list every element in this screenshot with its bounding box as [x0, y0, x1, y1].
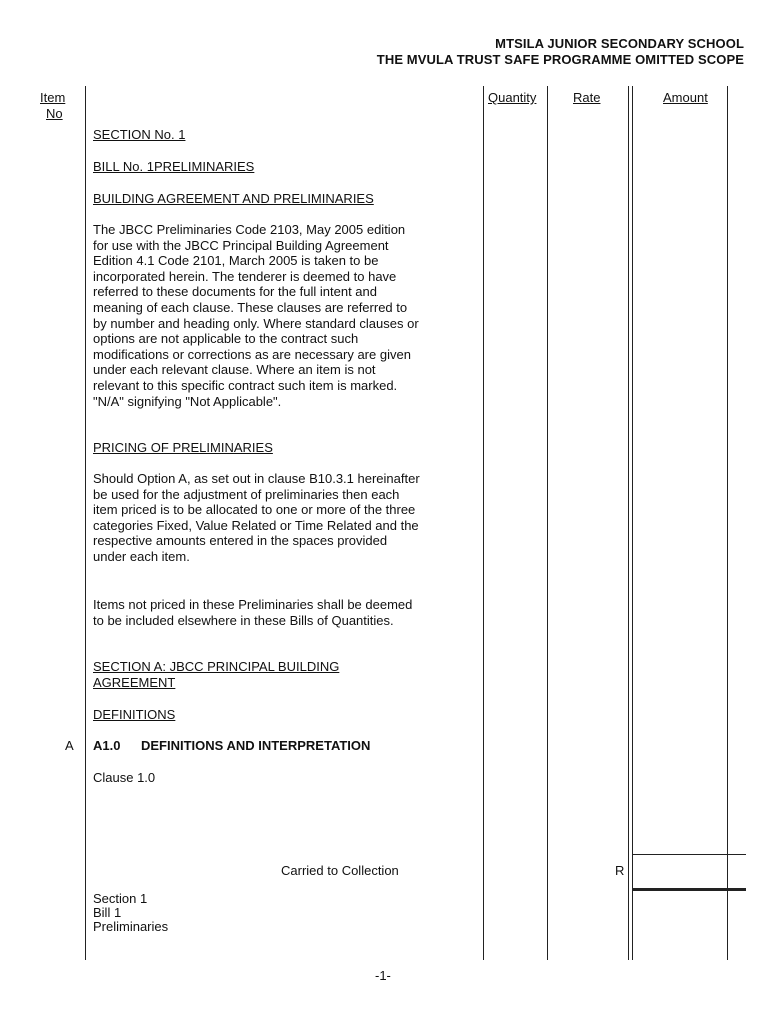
amount-header: Amount — [663, 90, 708, 105]
building-agreement-heading: BUILDING AGREEMENT AND PRELIMINARIES — [93, 191, 374, 206]
section-a-heading-line1: SECTION A: JBCC PRINCIPAL BUILDING — [93, 659, 340, 674]
description-column-divider — [483, 86, 484, 960]
section-heading: SECTION No. 1 — [93, 127, 186, 142]
item-code: A1.0 — [93, 738, 121, 753]
footer-bill-label: Bill 1 — [93, 905, 122, 920]
item-title: DEFINITIONS AND INTERPRETATION — [141, 738, 371, 753]
amount-column-divider — [727, 86, 728, 960]
quantity-header: Quantity — [488, 90, 537, 105]
footer-preliminaries-label: Preliminaries — [93, 919, 169, 934]
clause-reference: Clause 1.0 — [93, 770, 156, 785]
programme-title: THE MVULA TRUST SAFE PROGRAMME OMITTED SCOPE — [376, 52, 744, 67]
definitions-heading: DEFINITIONS — [93, 707, 176, 722]
quantity-column-divider — [547, 86, 548, 960]
page-number: -1- — [375, 968, 391, 983]
rate-column-divider-2 — [632, 86, 633, 960]
total-box-top-line — [632, 854, 746, 855]
item-letter: A — [65, 738, 74, 753]
item-header: Item — [40, 90, 66, 105]
jbcc-paragraph: The JBCC Preliminaries Code 2103, May 2005 edition for use with the JBCC Principal Building Agreement Edition 4.1 Code 2101, March 2005 is taken to be incorporated herein. The tenderer is deemed to have referred to these documents for the full intent and meaning of each clause. These clauses are referred to by number and heading only. Where standard clauses or options are not applicable to the contract such modifications or corrections as are necessary are given under each relevant clause. Where an item is not relevant to this specific contract such item is marked. "N/A" signifying "Not Applicable". — [93, 222, 419, 409]
item-column-divider — [85, 86, 86, 960]
rate-column-divider-1 — [628, 86, 629, 960]
school-title: MTSILA JUNIOR SECONDARY SCHOOL — [495, 36, 744, 51]
footer-section-label: Section 1 — [93, 891, 148, 906]
option-a-paragraph: Should Option A, as set out in clause B10.3.1 hereinafter be used for the adjustment of preliminaries then each item priced is to be allocated to one or more of the three categories Fixed, Value Related or Time Related and the respective amounts entered in the spaces provided under each item. — [93, 471, 420, 564]
pricing-heading: PRICING OF PRELIMINARIES — [93, 440, 273, 455]
carried-to-collection: Carried to Collection — [281, 863, 399, 878]
currency-symbol: R — [615, 863, 625, 878]
rate-header: Rate — [573, 90, 601, 105]
item-no-header: No — [46, 106, 63, 121]
total-box-double-underline — [632, 888, 746, 891]
items-not-priced-paragraph: Items not priced in these Preliminaries shall be deemed to be included elsewhere in these Bills of Quantities. — [93, 597, 413, 628]
section-a-heading-line2: AGREEMENT — [93, 675, 176, 690]
bill-heading: BILL No. 1PRELIMINARIES — [93, 159, 255, 174]
